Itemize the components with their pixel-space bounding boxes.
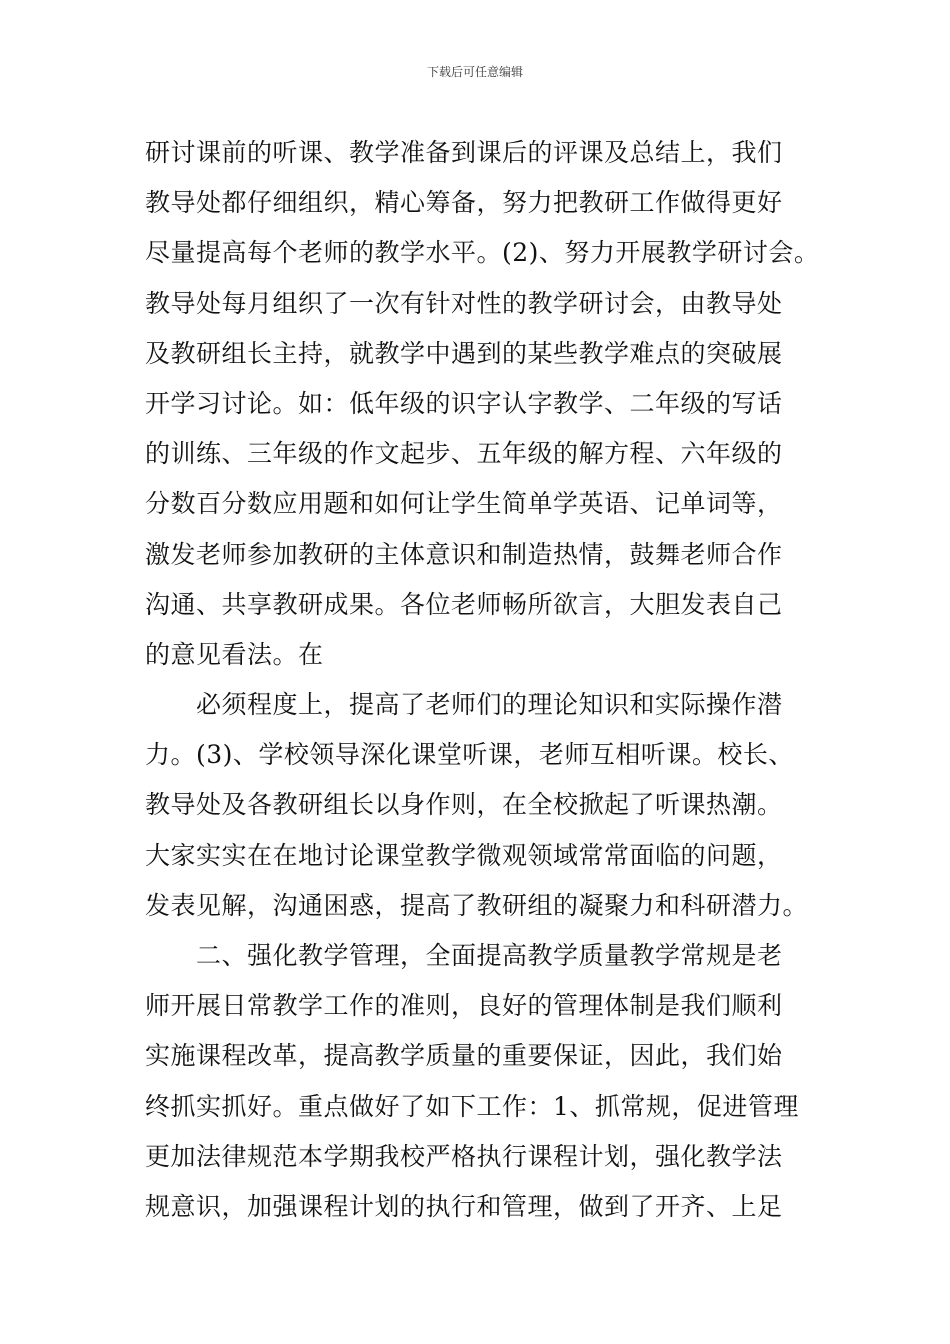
text-line: 教导处及各教研组长以身作则，在全校掀起了听课热潮。: [145, 790, 783, 820]
text-line: 更加法律规范本学期我校严格执行课程计划，强化教学法: [145, 1141, 783, 1171]
text-line: 教导处每月组织了一次有针对性的教学研讨会，由教导处: [145, 288, 783, 318]
text-line: 实施课程改革，提高教学质量的重要保证，因此，我们始: [145, 1041, 783, 1071]
text-line: 研讨课前的听课、教学准备到课后的评课及总结上，我们: [145, 138, 783, 167]
text-line: 终抓实抓好。重点做好了如下工作：1、抓常规，促进管理: [145, 1091, 799, 1121]
text-line: 分数百分数应用题和如何让学生简单学英语、记单词等，: [145, 489, 783, 519]
text-line: 大家实实在在地讨论课堂教学微观领域常常面临的问题，: [145, 840, 783, 870]
text-line: 必须程度上，提高了老师们的理论知识和实际操作潜: [145, 690, 783, 720]
text-line: 开学习讨论。如：低年级的识字认字教学、二年级的写话: [145, 388, 783, 418]
text-line: 教导处都仔细组织，精心筹备，努力把教研工作做得更好: [145, 188, 783, 218]
text-line: 规意识，加强课程计划的执行和管理，做到了开齐、上足: [145, 1191, 783, 1221]
text-line: 二、强化教学管理，全面提高教学质量教学常规是老: [145, 941, 783, 970]
page-header: 下载后可任意编辑: [426, 65, 523, 79]
text-line: 沟通、共享教研成果。各位老师畅所欲言，大胆发表自己: [145, 589, 783, 619]
text-line: 的训练、三年级的作文起步、五年级的解方程、六年级的: [145, 439, 783, 469]
text-line: 激发老师参加教研的主体意识和制造热情，鼓舞老师合作: [145, 539, 783, 569]
text-line: 师开展日常教学工作的准则，良好的管理体制是我们顺利: [145, 991, 783, 1021]
text-line: 尽量提高每个老师的教学水平。(2)、努力开展教学研讨会。: [145, 238, 820, 268]
text-line: 力。(3)、学校领导深化课堂听课，老师互相听课。校长、: [145, 740, 794, 770]
text-line: 发表见解，沟通困惑，提高了教研组的凝聚力和科研潜力。: [145, 890, 809, 920]
text-line: 及教研组长主持，就教学中遇到的某些教学难点的突破展: [145, 338, 783, 368]
text-line: 的意见看法。在: [145, 639, 324, 669]
document-body: [145, 128, 835, 1232]
